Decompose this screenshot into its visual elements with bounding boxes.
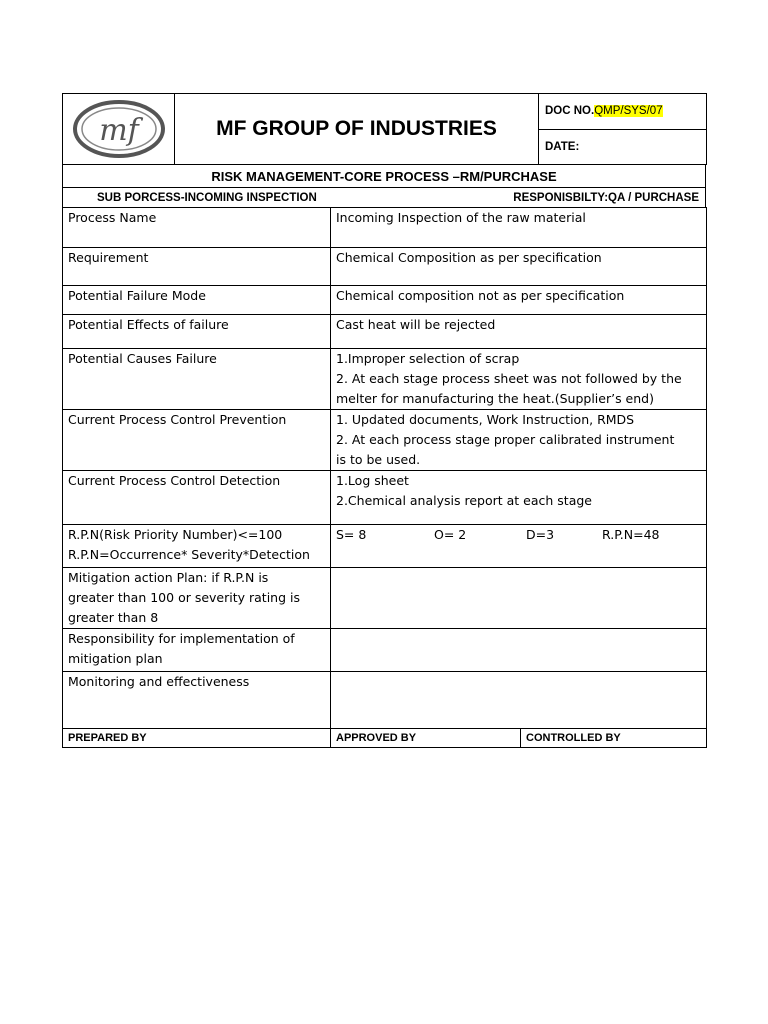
row-label-line: Process Name xyxy=(68,210,157,225)
table-row xyxy=(63,315,707,349)
row-label xyxy=(63,525,331,568)
row-label xyxy=(63,248,331,286)
table-row xyxy=(63,471,707,525)
row-label xyxy=(63,349,331,410)
row-label-line: greater than 8 xyxy=(68,610,159,625)
row-value-line: Incoming Inspection of the raw material xyxy=(336,210,586,225)
rpn-rpn: R.P.N=48 xyxy=(602,527,660,542)
row-value xyxy=(331,248,707,286)
row-label xyxy=(63,629,331,672)
table-row xyxy=(63,248,707,286)
row-value xyxy=(331,208,707,248)
table-row xyxy=(63,672,707,729)
row-label-line: Potential Causes Failure xyxy=(68,351,217,366)
row-value-line: 2. At each stage process sheet was not followed by the xyxy=(336,371,682,386)
controlled-by: CONTROLLED BY xyxy=(521,729,707,748)
row-value-line: Cast heat will be rejected xyxy=(336,317,496,332)
document-title: RISK MANAGEMENT-CORE PROCESS –RM/PURCHASE xyxy=(63,165,706,188)
risk-table xyxy=(62,207,707,729)
doc-number-label: DOC NO. xyxy=(545,105,595,118)
row-value xyxy=(331,410,707,471)
row-label xyxy=(63,410,331,471)
row-label-line: greater than 100 or severity rating is xyxy=(68,590,300,605)
table-row xyxy=(63,410,707,471)
table-row xyxy=(63,349,707,410)
row-value-line: 1. Updated documents, Work Instruction, RMDS xyxy=(336,412,635,427)
table-row xyxy=(63,568,707,629)
row-value xyxy=(331,672,707,729)
row-value-line: 1.Improper selection of scrap xyxy=(336,351,520,366)
row-label-line: R.P.N(Risk Priority Number)<=100 xyxy=(68,527,283,542)
row-value-line: Chemical Composition as per specification xyxy=(336,250,602,265)
row-label-line: Mitigation action Plan: if R.P.N is xyxy=(68,570,269,585)
row-label-line: Monitoring and effectiveness xyxy=(68,674,250,689)
row-label-line: Requirement xyxy=(68,250,149,265)
logo-text: mf xyxy=(98,113,139,148)
doc-number-value: QMP/SYS/07 xyxy=(594,105,663,118)
row-value xyxy=(331,315,707,349)
approved-by: APPROVED BY xyxy=(331,729,521,748)
row-label xyxy=(63,208,331,248)
row-value xyxy=(331,629,707,672)
signature-table xyxy=(62,728,707,748)
row-label xyxy=(63,568,331,629)
subprocess-label: SUB PORCESS-INCOMING INSPECTION xyxy=(97,191,317,204)
rpn-o: O= 2 xyxy=(434,527,467,542)
date-field: DATE: xyxy=(539,129,707,165)
row-value-line: 2. At each process stage proper calibrated instrument xyxy=(336,432,675,447)
row-label xyxy=(63,286,331,315)
row-value xyxy=(331,349,707,410)
row-label-line: Current Process Control Detection xyxy=(68,473,281,488)
row-label-line: Responsibility for implementation of xyxy=(68,631,295,646)
rpn-s: S= 8 xyxy=(336,527,367,542)
subprocess-bar xyxy=(63,188,706,208)
row-value-line: is to be used. xyxy=(336,452,421,467)
row-value-line: melter for manufacturing the heat.(Supplier’s end) xyxy=(336,391,654,406)
subprocess-table xyxy=(62,187,706,208)
prepared-by: PREPARED BY xyxy=(63,729,331,748)
doc-number xyxy=(539,94,707,130)
row-label xyxy=(63,471,331,525)
row-value xyxy=(331,568,707,629)
row-label-line: Potential Failure Mode xyxy=(68,288,206,303)
row-value xyxy=(331,525,707,568)
table-row xyxy=(63,286,707,315)
row-label-line: mitigation plan xyxy=(68,651,163,666)
row-label-line: R.P.N=Occurrence* Severity*Detection xyxy=(68,547,310,562)
header-table xyxy=(62,93,707,165)
title-table xyxy=(62,164,706,188)
row-label-line: Potential Effects of failure xyxy=(68,317,229,332)
table-row xyxy=(63,208,707,248)
row-value xyxy=(331,471,707,525)
row-value-line: Chemical composition not as per specification xyxy=(336,288,625,303)
row-label-line: Current Process Control Prevention xyxy=(68,412,287,427)
table-row xyxy=(63,629,707,672)
row-label xyxy=(63,672,331,729)
risk-management-document xyxy=(62,93,706,748)
rpn-scores xyxy=(336,525,701,545)
rpn-d: D=3 xyxy=(526,527,555,542)
logo-cell xyxy=(63,94,175,165)
mf-logo-icon xyxy=(71,98,167,160)
row-value-line: 2.Chemical analysis report at each stage xyxy=(336,493,592,508)
company-name: MF GROUP OF INDUSTRIES xyxy=(175,94,539,165)
row-label xyxy=(63,315,331,349)
row-value-line: 1.Log sheet xyxy=(336,473,409,488)
table-row xyxy=(63,525,707,568)
responsibility-label: RESPONISBILTY:QA / PURCHASE xyxy=(513,191,699,204)
row-value xyxy=(331,286,707,315)
